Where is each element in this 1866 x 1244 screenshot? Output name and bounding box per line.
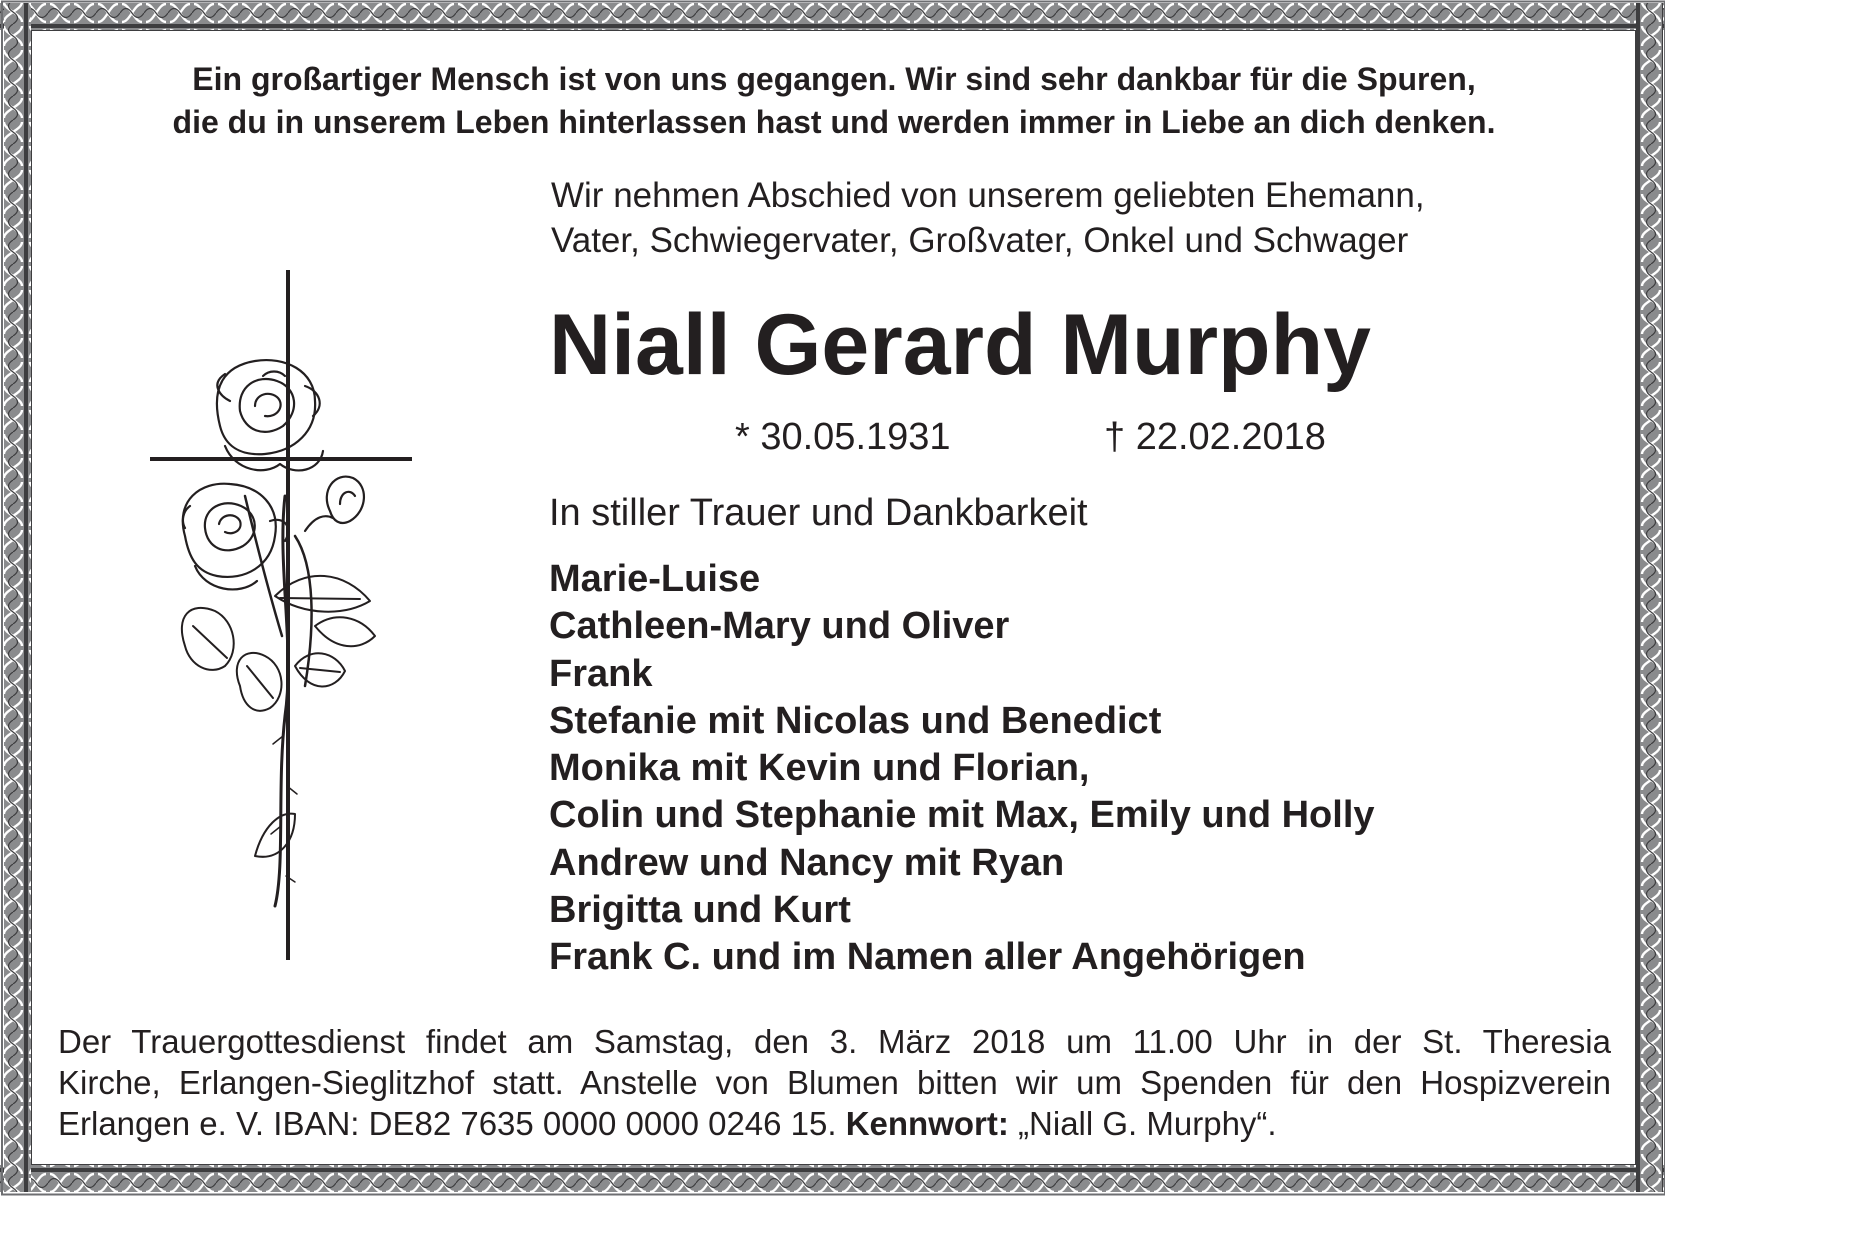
service-line <box>58 1103 1611 1144</box>
mourning-line: In stiller Trauer und Dankbarkeit <box>549 492 1088 534</box>
header-quote <box>40 58 1628 144</box>
mourner-entry: Cathleen-Mary und Oliver <box>549 605 1010 648</box>
deceased-name: Niall Gerard Murphy <box>549 297 1371 393</box>
cross-with-roses-icon <box>145 266 415 966</box>
mourners-list <box>549 556 1375 982</box>
service-line: Kirche, Erlangen-Sieglitzhof statt. Anstelle von Blumen bitten wir um Spenden für den Hospizverein <box>58 1064 1611 1101</box>
mourner-entry: Stefanie mit Nicolas und Benedict <box>549 699 1162 742</box>
service-info <box>58 1021 1611 1144</box>
header-quote-line: die du in unserem Leben hinterlassen hast und werden immer in Liebe an dich denken. <box>172 104 1496 140</box>
mourner-entry: Frank <box>549 652 653 695</box>
mourner-entry: Monika mit Kevin und Florian, <box>549 747 1090 790</box>
service-bank-details: Erlangen e. V. IBAN: DE82 7635 0000 0000 0246 15. <box>58 1105 837 1142</box>
mourner-entry: Andrew und Nancy mit Ryan <box>549 841 1065 884</box>
death-date: † 22.02.2018 <box>1104 416 1326 458</box>
mourner-entry: Frank C. und im Namen aller Angehörigen <box>549 936 1306 979</box>
service-line: Der Trauergottesdienst findet am Samstag, den 3. März 2018 um 11.00 Uhr in der St. Theresia <box>58 1023 1611 1060</box>
mourner-entry: Brigitta und Kurt <box>549 889 851 932</box>
farewell-line: Wir nehmen Abschied von unserem geliebten Ehemann, <box>551 176 1425 215</box>
mourner-entry: Colin und Stephanie mit Max, Emily und Holly <box>549 794 1375 837</box>
keyword-value: „Niall G. Murphy“. <box>1018 1105 1277 1142</box>
mourner-entry: Marie-Luise <box>549 558 761 600</box>
keyword-label: Kennwort: <box>845 1105 1009 1142</box>
birth-date: * 30.05.1931 <box>735 416 951 458</box>
header-quote-line: Ein großartiger Mensch ist von uns gegangen. Wir sind sehr dankbar für die Spuren, <box>192 61 1476 97</box>
farewell-line: Vater, Schwiegervater, Großvater, Onkel und Schwager <box>551 221 1409 260</box>
farewell-text <box>551 173 1425 263</box>
